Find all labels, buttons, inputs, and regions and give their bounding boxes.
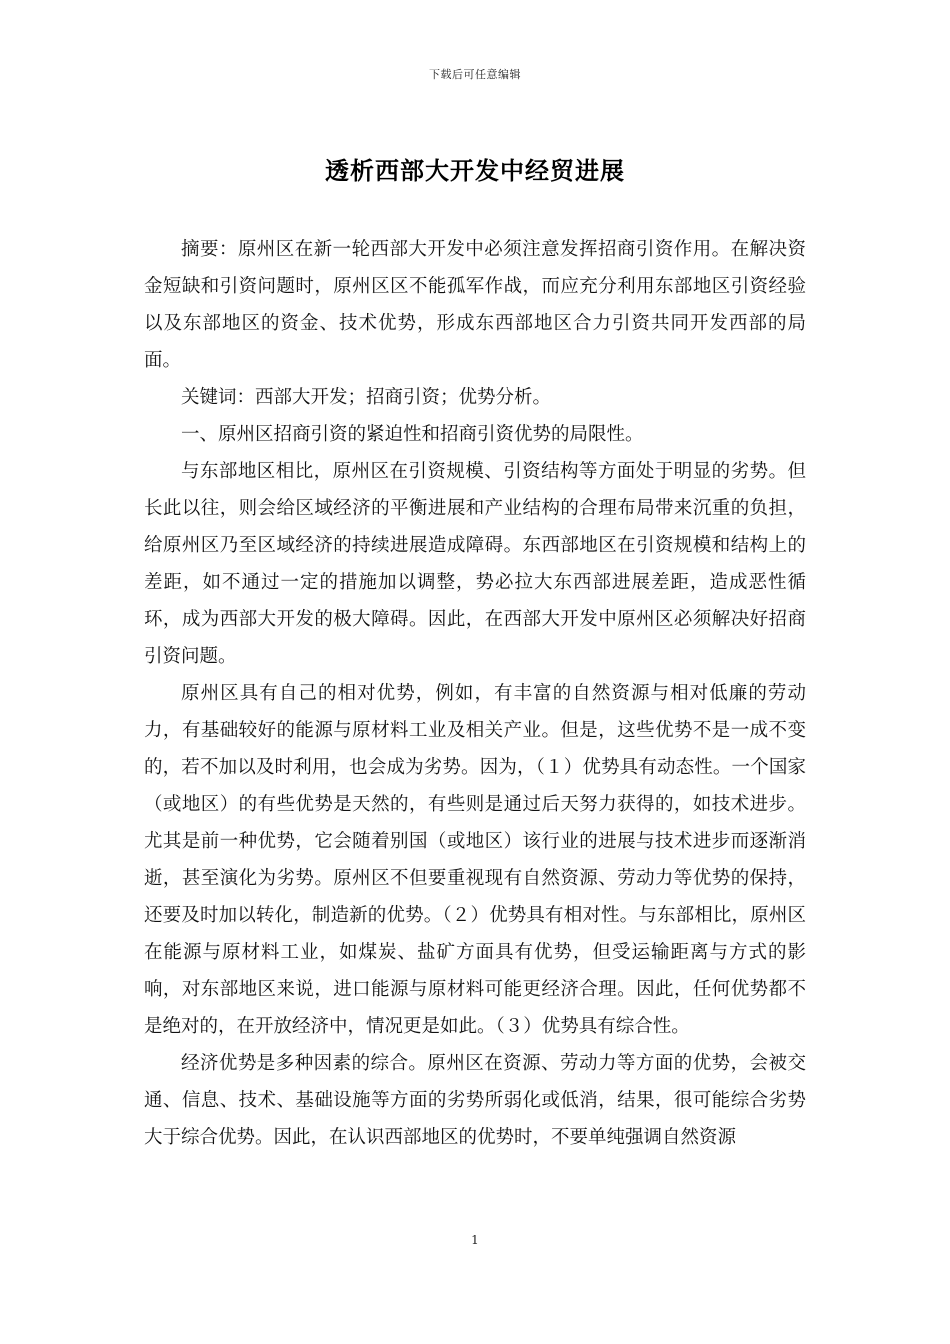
document-title: 透析西部大开发中经贸进展 bbox=[325, 157, 625, 185]
abstract-paragraph: 摘要：原州区在新一轮西部大开发中必须注意发挥招商引资作用。在解决资金短缺和引资问题时，原州区区不能孤军作战，而应充分利用东部地区引资经验以及东部地区的资金、技术优势，形成东西部地区合力引资共同开发西部的局面。 bbox=[144, 239, 806, 371]
body-paragraph: 经济优势是多种因素的综合。原州区在资源、劳动力等方面的优势，会被交通、信息、技术、基础设施等方面的劣势所弱化或低消，结果，很可能综合劣势大于综合优势。因此，在认识西部地区的优势时，不要单纯强调自然资源 bbox=[144, 1053, 806, 1148]
keywords-paragraph: 关键词：西部大开发；招商引资；优势分析。 bbox=[181, 387, 552, 408]
header-note: 下载后可任意编辑 bbox=[429, 68, 521, 81]
body-paragraph: 与东部地区相比，原州区在引资规模、引资结构等方面处于明显的劣势。但长此以往，则会给区域经济的平衡进展和产业结构的合理布局带来沉重的负担，给原州区乃至区域经济的持续进展造成障碍。东西部地区在引资规模和结构上的差距，如不通过一定的措施加以调整，势必拉大东西部进展差距，造成恶性循环，成为西部大开发的极大障碍。因此，在西部大开发中原州区必须解决好招商引资问题。 bbox=[144, 461, 806, 667]
section-heading: 一、原州区招商引资的紧迫性和招商引资优势的局限性。 bbox=[181, 424, 644, 445]
document-body bbox=[144, 231, 806, 1156]
page-number: 1 bbox=[471, 1233, 479, 1247]
body-paragraph: 原州区具有自己的相对优势，例如，有丰富的自然资源与相对低廉的劳动力，有基础较好的能源与原材料工业及相关产业。但是，这些优势不是一成不变的，若不加以及时利用，也会成为劣势。因为，（１）优势具有动态性。一个国家（或地区）的有些优势是天然的，有些则是通过后天努力获得的，如技术进步。尤其是前一种优势，它会随着别国（或地区）该行业的进展与技术进步而逐渐消逝，甚至演化为劣势。原州区不但要重视现有自然资源、劳动力等优势的保持，还要及时加以转化，制造新的优势。（２）优势具有相对性。与东部相比，原州区在能源与原材料工业，如煤炭、盐矿方面具有优势，但受运输距离与方式的影响，对东部地区来说，进口能源与原材料可能更经济合理。因此，任何优势都不是绝对的，在开放经济中，情况更是如此。（３）优势具有综合性。 bbox=[144, 683, 806, 1037]
